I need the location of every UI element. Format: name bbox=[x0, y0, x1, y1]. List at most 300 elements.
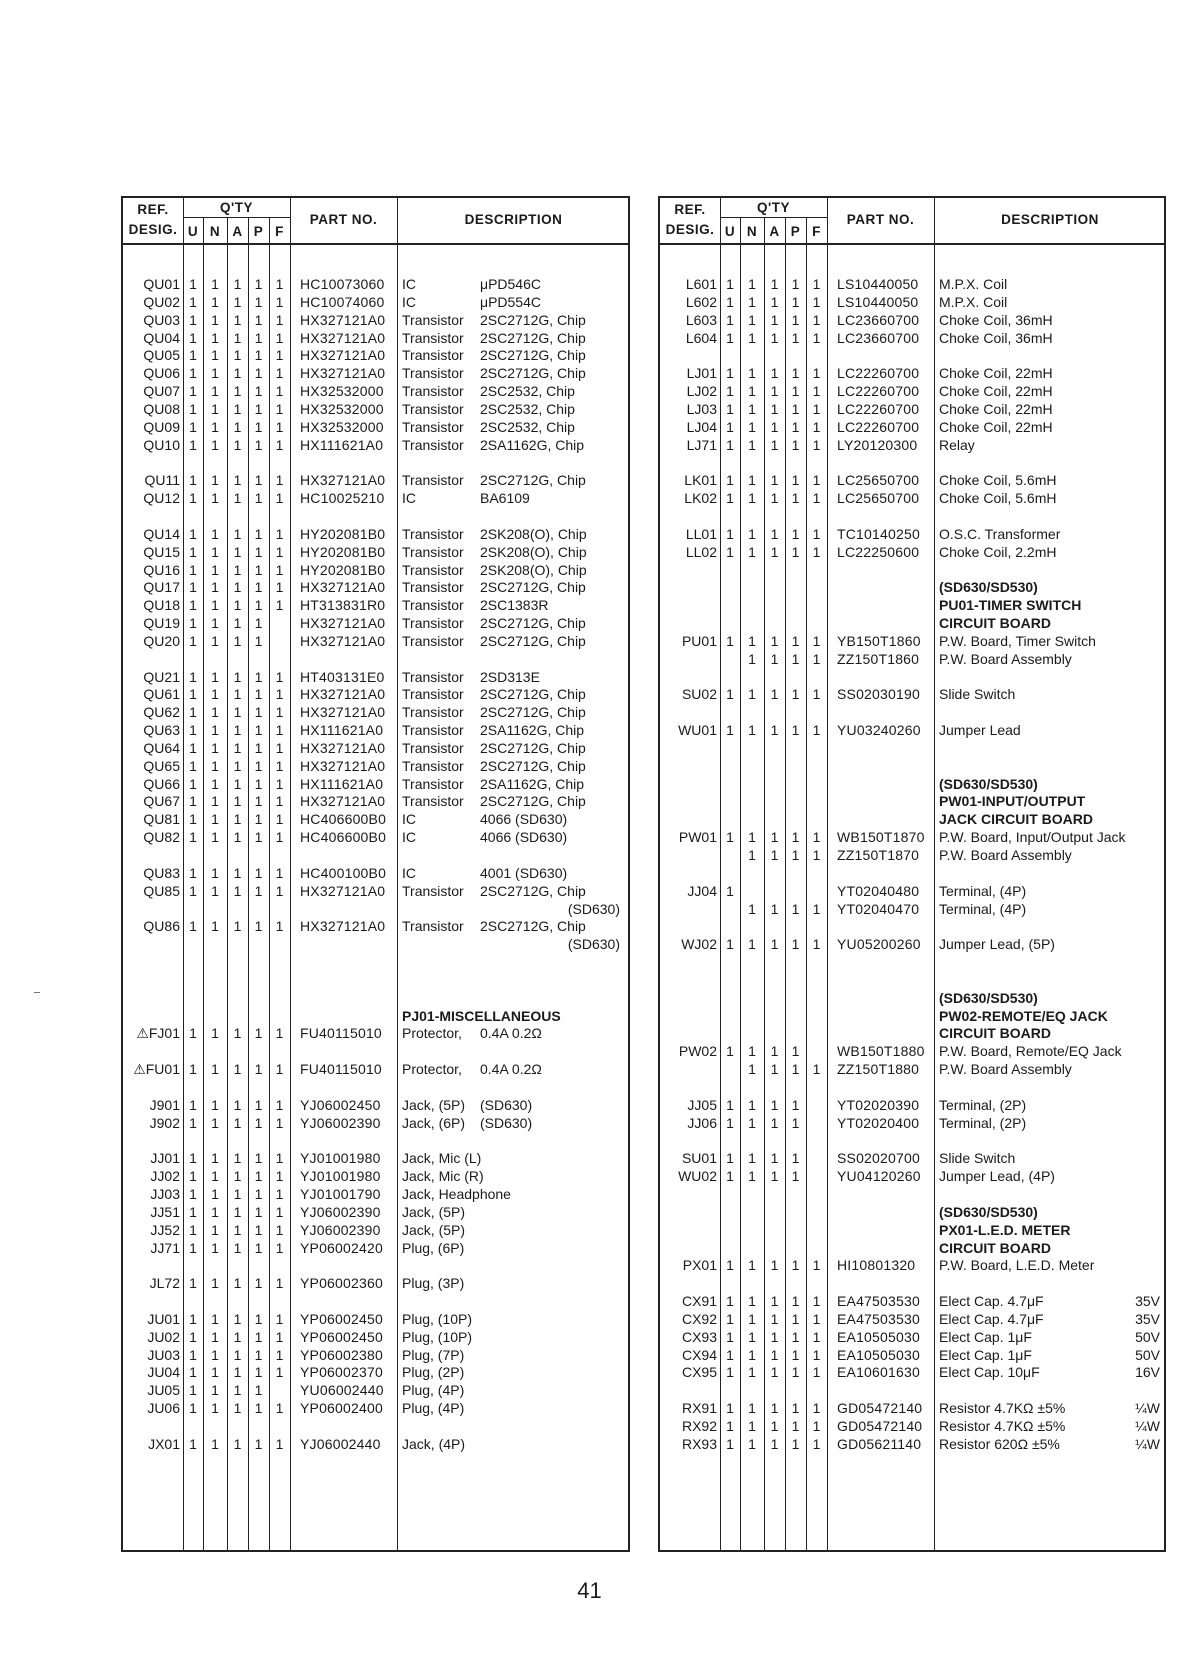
qty-n: 1 bbox=[748, 400, 756, 417]
qty-n: 1 bbox=[748, 900, 756, 917]
qty-n: 1 bbox=[748, 1168, 756, 1185]
part-no: HY202081B0 bbox=[300, 543, 386, 560]
part-no: LC22250600 bbox=[837, 543, 920, 560]
description: PU01-TIMER SWITCH bbox=[939, 597, 1082, 614]
qty-p: 1 bbox=[254, 1275, 263, 1292]
qty-p: 1 bbox=[254, 722, 263, 739]
qty-a: 1 bbox=[770, 400, 779, 417]
qty-f: 1 bbox=[275, 739, 284, 756]
table-row bbox=[660, 1204, 1164, 1222]
qty-n: 1 bbox=[748, 490, 756, 507]
qty-f: 1 bbox=[812, 722, 821, 739]
description-detail: 2SC2532, Chip bbox=[480, 418, 575, 435]
description: Transistor bbox=[402, 543, 464, 560]
part-no: YP06002400 bbox=[300, 1400, 383, 1417]
description: Transistor bbox=[402, 579, 464, 596]
qty-p: 1 bbox=[791, 418, 800, 435]
qty-n: 1 bbox=[211, 597, 219, 614]
ref-desig: JJ52 bbox=[150, 1221, 180, 1238]
qty-u: 1 bbox=[189, 490, 197, 507]
qty-u: 1 bbox=[189, 436, 197, 453]
description: Plug, (4P) bbox=[402, 1382, 465, 1399]
ref-desig: JJ04 bbox=[687, 882, 717, 899]
table-row bbox=[123, 615, 628, 633]
part-no: WB150T1880 bbox=[837, 1043, 925, 1060]
qty-u: 1 bbox=[726, 1418, 734, 1434]
part-no: LC25650700 bbox=[837, 472, 920, 489]
ref-desig: RX92 bbox=[681, 1418, 717, 1434]
ref-desig: QU01 bbox=[143, 276, 180, 292]
ref-desig: WJ02 bbox=[681, 936, 717, 953]
ref-desig: CX95 bbox=[681, 1364, 717, 1381]
qty-a: 1 bbox=[770, 1043, 779, 1060]
qty-a: 1 bbox=[233, 632, 242, 649]
qty-n: 1 bbox=[211, 1435, 219, 1452]
qty-p: 1 bbox=[254, 490, 263, 507]
description-detail: ¼W bbox=[1135, 1418, 1160, 1434]
ref-desig: J901 bbox=[149, 1096, 180, 1113]
table-row bbox=[660, 758, 1164, 776]
table-row bbox=[660, 1257, 1164, 1275]
qty-p: 1 bbox=[254, 1114, 263, 1131]
qty-a: 1 bbox=[233, 543, 242, 560]
description-detail: 2SC2712G, Chip bbox=[480, 579, 586, 596]
qty-a: 1 bbox=[233, 383, 242, 400]
qty-a: 1 bbox=[770, 1400, 779, 1417]
qty-p: 1 bbox=[254, 775, 263, 792]
qty-f: 1 bbox=[812, 365, 821, 382]
qty-n: 1 bbox=[211, 365, 219, 382]
description: Choke Coil, 22mH bbox=[939, 418, 1053, 435]
qty-u: 1 bbox=[189, 722, 197, 739]
table-row bbox=[660, 1329, 1164, 1347]
qty-u: 1 bbox=[189, 293, 197, 310]
qty-f: 1 bbox=[275, 1114, 284, 1131]
qty-n: 1 bbox=[748, 722, 756, 739]
qty-u: 1 bbox=[726, 1346, 734, 1363]
table-row bbox=[123, 1293, 628, 1311]
qty-p: 1 bbox=[254, 1186, 263, 1203]
qty-n: 1 bbox=[211, 1061, 219, 1078]
part-no: LC25650700 bbox=[837, 490, 920, 507]
qty-a: 1 bbox=[770, 293, 779, 310]
description: Plug, (6P) bbox=[402, 1239, 465, 1256]
part-no: HX327121A0 bbox=[300, 615, 386, 632]
qty-n: 1 bbox=[211, 311, 219, 328]
part-no: GD05621140 bbox=[837, 1435, 922, 1452]
ref-desig: JU05 bbox=[147, 1382, 180, 1399]
qty-a: 1 bbox=[770, 329, 779, 346]
qty-f: 1 bbox=[275, 1364, 284, 1381]
qty-a: 1 bbox=[770, 418, 779, 435]
qty-p: 1 bbox=[254, 615, 263, 632]
qty-u: 1 bbox=[726, 1257, 734, 1274]
part-no: YU05200260 bbox=[837, 936, 921, 953]
part-no: YP06002450 bbox=[300, 1328, 383, 1345]
table-row bbox=[660, 918, 1164, 936]
ref-desig: PX01 bbox=[682, 1257, 717, 1274]
qty-a: 1 bbox=[233, 1150, 242, 1167]
qty-f: 1 bbox=[275, 293, 284, 310]
qty-f: 1 bbox=[812, 383, 821, 400]
description-detail: 0.4A 0.2Ω bbox=[480, 1025, 542, 1042]
qty-n: 1 bbox=[748, 1418, 756, 1434]
qty-p: 1 bbox=[254, 864, 263, 881]
ref-desig: QU18 bbox=[143, 597, 180, 614]
description: PJ01-MISCELLANEOUS bbox=[402, 1007, 561, 1024]
qty-a: 1 bbox=[233, 1239, 242, 1256]
qty-u: 1 bbox=[726, 1150, 734, 1167]
description-detail: 2SC2712G, Chip bbox=[480, 918, 586, 935]
description: Protector, bbox=[402, 1025, 462, 1042]
parts-table-left bbox=[121, 196, 630, 1552]
description: (SD630/SD530) bbox=[939, 989, 1038, 1006]
ref-desig: QU20 bbox=[143, 632, 180, 649]
qty-n: 1 bbox=[211, 632, 219, 649]
qty-f: 1 bbox=[275, 1150, 284, 1167]
qty-n: 1 bbox=[748, 1257, 756, 1274]
ref-desig: JU04 bbox=[147, 1364, 180, 1381]
description: Choke Coil, 36mH bbox=[939, 329, 1053, 346]
table-row bbox=[123, 1186, 628, 1204]
table-row bbox=[660, 954, 1164, 972]
part-no: YB150T1860 bbox=[837, 632, 921, 649]
description: PW01-INPUT/OUTPUT bbox=[939, 793, 1086, 810]
description-detail: 35V bbox=[1135, 1310, 1160, 1327]
header-n: N bbox=[209, 224, 221, 239]
qty-p: 1 bbox=[254, 811, 263, 828]
qty-p: 1 bbox=[791, 1400, 800, 1417]
qty-f: 1 bbox=[275, 579, 284, 596]
qty-u: 1 bbox=[189, 704, 197, 721]
description: PX01-L.E.D. METER bbox=[939, 1221, 1071, 1238]
qty-u: 1 bbox=[726, 472, 734, 489]
qty-u: 1 bbox=[189, 1096, 197, 1113]
description: CIRCUIT BOARD bbox=[939, 1239, 1051, 1256]
qty-u: 1 bbox=[726, 1114, 734, 1131]
part-no: EA10505030 bbox=[837, 1328, 920, 1345]
qty-n: 1 bbox=[211, 276, 219, 292]
ref-desig: JJ01 bbox=[150, 1150, 180, 1167]
table-row bbox=[660, 1008, 1164, 1026]
qty-n: 1 bbox=[211, 1310, 219, 1327]
qty-n: 1 bbox=[211, 383, 219, 400]
qty-u: 1 bbox=[189, 829, 197, 846]
qty-f: 1 bbox=[275, 775, 284, 792]
ref-desig: LJ03 bbox=[686, 400, 717, 417]
description: Transistor bbox=[402, 347, 464, 364]
ref-desig: QU02 bbox=[143, 293, 180, 310]
part-no: HX327121A0 bbox=[300, 472, 386, 489]
qty-u: 1 bbox=[189, 525, 197, 542]
header-p: P bbox=[253, 224, 264, 239]
qty-divider bbox=[720, 217, 827, 218]
description: Elect Cap. 1μF bbox=[939, 1328, 1032, 1345]
qty-a: 1 bbox=[770, 525, 779, 542]
description: Protector, bbox=[402, 1061, 462, 1078]
ref-desig: QU11 bbox=[144, 472, 180, 489]
qty-f: 1 bbox=[275, 400, 284, 417]
qty-a: 1 bbox=[770, 650, 779, 667]
qty-u: 1 bbox=[189, 329, 197, 346]
part-no: HC10074060 bbox=[300, 293, 385, 310]
part-no: HX327121A0 bbox=[300, 347, 386, 364]
qty-f: 1 bbox=[275, 1400, 284, 1417]
qty-p: 1 bbox=[254, 383, 263, 400]
description: P.W. Board, Input/Output Jack bbox=[939, 829, 1126, 846]
qty-n: 1 bbox=[211, 722, 219, 739]
table-row bbox=[123, 1311, 628, 1329]
qty-p: 1 bbox=[791, 1293, 800, 1310]
description: Choke Coil, 5.6mH bbox=[939, 472, 1057, 489]
table-row bbox=[660, 1240, 1164, 1258]
table-row bbox=[123, 312, 628, 330]
description: (SD630/SD530) bbox=[939, 775, 1038, 792]
table-row bbox=[660, 865, 1164, 883]
description: Jack, (6P) bbox=[402, 1114, 466, 1131]
part-no: HY202081B0 bbox=[300, 561, 386, 578]
qty-f: 1 bbox=[275, 543, 284, 560]
qty-a: 1 bbox=[770, 1168, 779, 1185]
qty-p: 1 bbox=[254, 1435, 263, 1452]
part-no: GD05472140 bbox=[837, 1418, 923, 1434]
description: (SD630/SD530) bbox=[939, 1203, 1038, 1220]
qty-f: 1 bbox=[275, 1221, 284, 1238]
qty-a: 1 bbox=[233, 347, 242, 364]
qty-u: 1 bbox=[726, 418, 734, 435]
description-detail: 35V bbox=[1135, 1293, 1160, 1310]
table-row bbox=[123, 972, 628, 990]
ref-desig: ⚠FJ01 bbox=[136, 1025, 180, 1042]
qty-n: 1 bbox=[748, 1346, 756, 1363]
qty-u: 1 bbox=[189, 864, 197, 881]
qty-n: 1 bbox=[748, 525, 756, 542]
description-detail: 4001 (SD630) bbox=[480, 864, 568, 881]
part-no: YT02040480 bbox=[837, 882, 920, 899]
qty-n: 1 bbox=[211, 1025, 219, 1042]
ref-desig: JU06 bbox=[147, 1400, 180, 1417]
qty-f: 1 bbox=[812, 418, 821, 435]
table-row bbox=[660, 972, 1164, 990]
description: (SD630/SD530) bbox=[939, 579, 1038, 596]
ref-desig: JJ05 bbox=[687, 1096, 717, 1113]
table-row bbox=[660, 508, 1164, 526]
description: Transistor bbox=[402, 329, 464, 346]
description-detail: 2SC1383R bbox=[480, 597, 549, 614]
qty-n: 1 bbox=[211, 864, 219, 881]
part-no: YT02040470 bbox=[837, 900, 920, 917]
description-detail: 2SC2712G, Chip bbox=[480, 793, 586, 810]
description: Jack, (4P) bbox=[402, 1435, 466, 1452]
description-detail: μPD546C bbox=[480, 276, 541, 292]
qty-n: 1 bbox=[748, 1096, 756, 1113]
table-row bbox=[123, 1222, 628, 1240]
qty-a: 1 bbox=[233, 400, 242, 417]
qty-f: 1 bbox=[812, 847, 821, 863]
ref-desig: J902 bbox=[149, 1114, 180, 1131]
table-row bbox=[660, 633, 1164, 651]
header-ref: REF. bbox=[137, 202, 169, 217]
qty-f: 1 bbox=[812, 1346, 821, 1363]
qty-n: 1 bbox=[748, 543, 756, 560]
ref-desig: QU66 bbox=[143, 775, 180, 792]
table-row bbox=[660, 401, 1164, 419]
ref-desig: JU01 bbox=[147, 1310, 180, 1327]
part-no: SS02030190 bbox=[837, 686, 920, 703]
description: Jack, Mic (L) bbox=[402, 1150, 482, 1167]
qty-a: 1 bbox=[233, 722, 242, 739]
qty-f: 1 bbox=[275, 1346, 284, 1363]
ref-desig: LJ01 bbox=[686, 365, 717, 382]
qty-p: 1 bbox=[791, 1364, 800, 1381]
qty-u: 1 bbox=[726, 722, 734, 739]
table-row bbox=[123, 544, 628, 562]
ref-desig: WU01 bbox=[678, 722, 717, 739]
table-row bbox=[123, 579, 628, 597]
table-row bbox=[660, 544, 1164, 562]
table-row bbox=[123, 454, 628, 472]
description: Jack, Headphone bbox=[402, 1186, 511, 1203]
qty-n: 1 bbox=[211, 1221, 219, 1238]
ref-desig: QU15 bbox=[143, 543, 180, 560]
qty-a: 1 bbox=[770, 900, 779, 917]
table-row bbox=[660, 454, 1164, 472]
header-a: A bbox=[232, 224, 243, 239]
qty-a: 1 bbox=[233, 1114, 242, 1131]
part-no: YJ01001790 bbox=[300, 1186, 381, 1203]
description: Transistor bbox=[402, 615, 464, 632]
qty-f: 1 bbox=[812, 1061, 821, 1078]
qty-f: 1 bbox=[275, 918, 284, 935]
description: Transistor bbox=[402, 561, 464, 578]
qty-p: 1 bbox=[254, 1096, 263, 1113]
part-no: LC22260700 bbox=[837, 383, 920, 400]
description: Jumper Lead, (4P) bbox=[939, 1168, 1055, 1185]
qty-n: 1 bbox=[211, 811, 219, 828]
qty-p: 1 bbox=[791, 543, 800, 560]
part-no: YU03240260 bbox=[837, 722, 921, 739]
qty-f: 1 bbox=[275, 1186, 284, 1203]
part-no: HX32532000 bbox=[300, 400, 384, 417]
ref-desig: QU04 bbox=[143, 329, 180, 346]
qty-u: 1 bbox=[726, 490, 734, 507]
table-row bbox=[660, 1275, 1164, 1293]
qty-n: 1 bbox=[211, 293, 219, 310]
description-detail: 2SK208(O), Chip bbox=[480, 525, 587, 542]
ref-desig: QU83 bbox=[143, 864, 180, 881]
part-no: SS02020700 bbox=[837, 1150, 920, 1167]
part-no: LC23660700 bbox=[837, 311, 920, 328]
ref-desig: L603 bbox=[685, 311, 717, 328]
qty-p: 1 bbox=[254, 757, 263, 774]
description: Transistor bbox=[402, 311, 464, 328]
qty-p: 1 bbox=[791, 936, 800, 953]
ref-desig: QU19 bbox=[143, 615, 180, 632]
qty-p: 1 bbox=[254, 347, 263, 364]
qty-f: 1 bbox=[275, 1435, 284, 1452]
qty-u: 1 bbox=[189, 347, 197, 364]
description: Transistor bbox=[402, 775, 464, 792]
description: IC bbox=[402, 293, 416, 310]
description-detail: 2SA1162G, Chip bbox=[480, 722, 585, 739]
description-detail: 2SC2712G, Chip bbox=[480, 739, 586, 756]
qty-f: 1 bbox=[812, 829, 821, 846]
ref-desig: QU82 bbox=[143, 829, 180, 846]
qty-a: 1 bbox=[770, 1293, 779, 1310]
part-no: HC10073060 bbox=[300, 276, 385, 292]
description: Terminal, (4P) bbox=[939, 882, 1027, 899]
description-detail: 2SC2712G, Chip bbox=[480, 686, 586, 703]
qty-u: 1 bbox=[189, 1186, 197, 1203]
ref-desig: PW02 bbox=[678, 1043, 717, 1060]
description: Jack, (5P) bbox=[402, 1096, 466, 1113]
qty-a: 1 bbox=[233, 811, 242, 828]
qty-p: 1 bbox=[254, 311, 263, 328]
ref-desig: CX91 bbox=[681, 1293, 717, 1310]
table-row bbox=[660, 490, 1164, 508]
description: P.W. Board Assembly bbox=[939, 847, 1072, 863]
table-row bbox=[660, 437, 1164, 455]
part-no: ZZ150T1880 bbox=[837, 1061, 920, 1078]
part-no: YT02020390 bbox=[837, 1096, 920, 1113]
ref-desig: QU05 bbox=[143, 347, 180, 364]
qty-u: 1 bbox=[726, 1168, 734, 1185]
table-row bbox=[660, 1347, 1164, 1365]
qty-f: 1 bbox=[275, 811, 284, 828]
table-row bbox=[123, 936, 628, 954]
table-row bbox=[123, 990, 628, 1008]
qty-n: 1 bbox=[748, 1150, 756, 1167]
qty-u: 1 bbox=[189, 882, 197, 899]
qty-f: 1 bbox=[275, 1203, 284, 1220]
part-no: EA47503530 bbox=[837, 1293, 920, 1310]
qty-f: 1 bbox=[275, 472, 284, 489]
part-no: YU06002440 bbox=[300, 1382, 384, 1399]
table-row bbox=[660, 1150, 1164, 1168]
part-no: HX327121A0 bbox=[300, 704, 386, 721]
qty-p: 1 bbox=[791, 1168, 800, 1185]
description: Elect Cap. 4.7μF bbox=[939, 1293, 1044, 1310]
ref-desig: QU07 bbox=[143, 383, 180, 400]
qty-n: 1 bbox=[748, 472, 756, 489]
table-row bbox=[123, 1133, 628, 1151]
qty-a: 1 bbox=[770, 1418, 779, 1434]
table-row bbox=[123, 294, 628, 312]
qty-a: 1 bbox=[770, 543, 779, 560]
description: CIRCUIT BOARD bbox=[939, 1025, 1051, 1042]
part-no: YJ06002390 bbox=[300, 1221, 381, 1238]
qty-f: 1 bbox=[812, 311, 821, 328]
qty-u: 1 bbox=[189, 1168, 197, 1185]
ref-desig: LJ02 bbox=[686, 383, 717, 400]
qty-n: 1 bbox=[748, 329, 756, 346]
qty-a: 1 bbox=[233, 311, 242, 328]
description: Transistor bbox=[402, 722, 464, 739]
ref-desig: LK01 bbox=[684, 472, 717, 489]
qty-f: 1 bbox=[812, 1435, 821, 1452]
qty-p: 1 bbox=[254, 472, 263, 489]
qty-a: 1 bbox=[233, 1346, 242, 1363]
qty-n: 1 bbox=[211, 543, 219, 560]
table-row bbox=[123, 918, 628, 936]
description-detail: 2SK208(O), Chip bbox=[480, 543, 587, 560]
qty-a: 1 bbox=[770, 1061, 779, 1078]
qty-a: 1 bbox=[770, 632, 779, 649]
table-row bbox=[123, 597, 628, 615]
ref-desig: SU01 bbox=[681, 1150, 717, 1167]
description-detail: 50V bbox=[1135, 1346, 1160, 1363]
qty-n: 1 bbox=[211, 918, 219, 935]
